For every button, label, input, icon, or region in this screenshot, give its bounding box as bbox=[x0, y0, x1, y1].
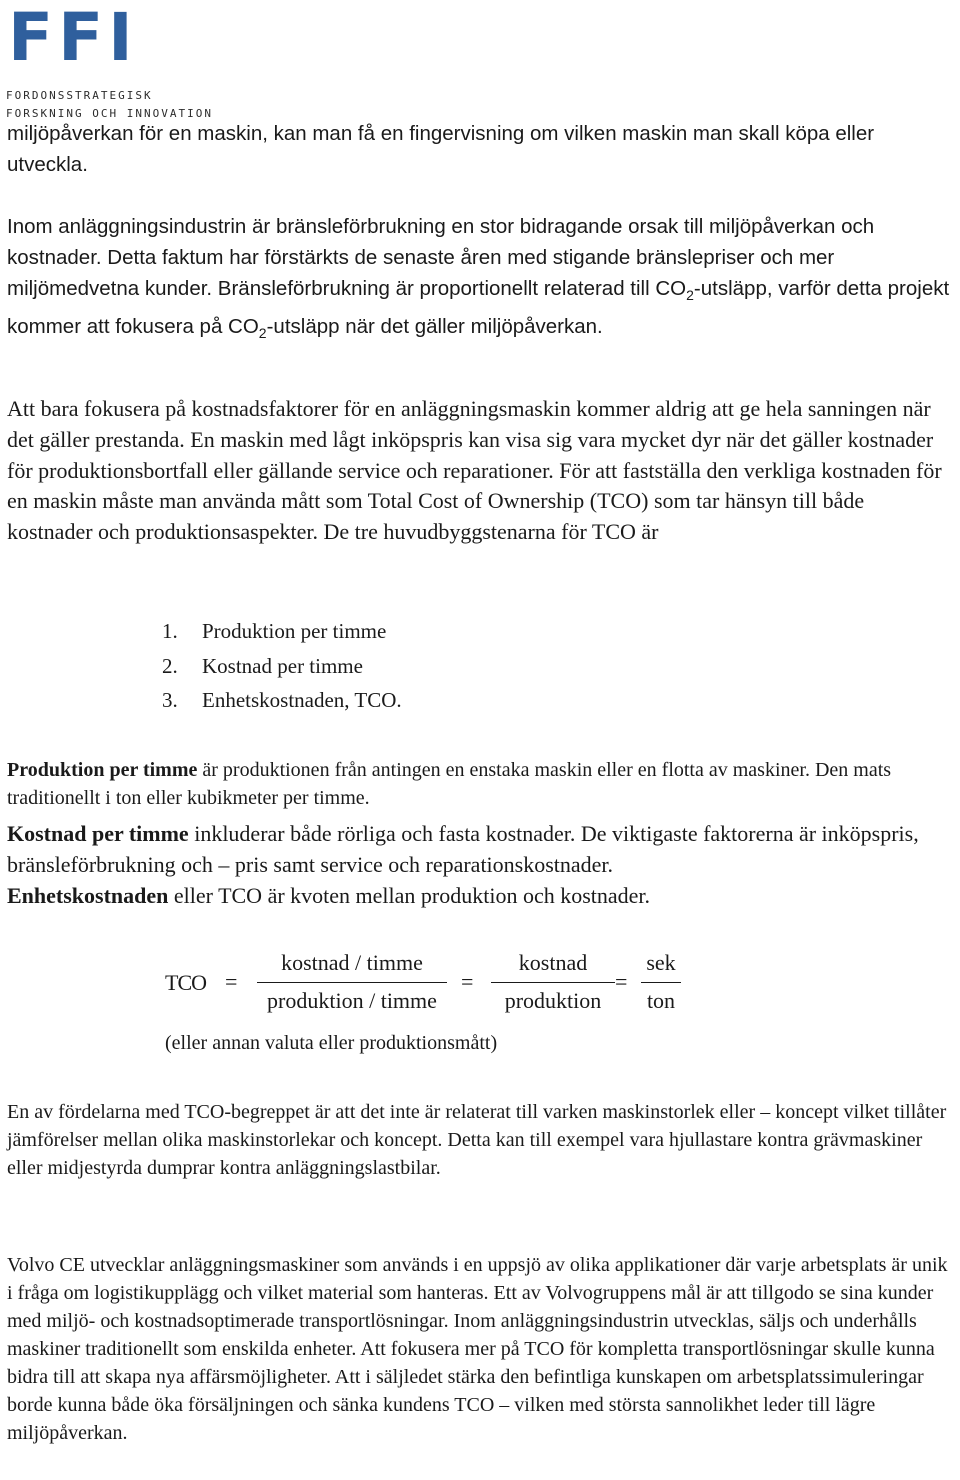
list-number: 1. bbox=[162, 619, 178, 643]
definition-cost-and-unit-cost bbox=[7, 818, 955, 911]
fraction-cost-per-hour bbox=[257, 950, 447, 1014]
formula-equals: = bbox=[225, 969, 238, 994]
formula-lhs: TCO bbox=[165, 970, 206, 995]
ffi-logo bbox=[6, 0, 246, 122]
formula-note: (eller annan valuta eller produktionsmått) bbox=[165, 1032, 498, 1054]
fraction-sek-per-ton bbox=[641, 950, 681, 1014]
logo-mark: FFI bbox=[8, 0, 138, 76]
paragraph-fuel-consumption bbox=[7, 211, 955, 349]
logo-line-2: FORSKNING OCH INNOVATION bbox=[6, 107, 213, 120]
list-item bbox=[162, 683, 402, 718]
fraction-bar bbox=[491, 982, 615, 983]
paragraph-intro-continued: miljöpåverkan för en maskin, kan man få en fingervisning om vilken maskin man skall köpa eller utveckla. bbox=[7, 122, 875, 176]
definition-term: Enhetskostnaden bbox=[7, 883, 169, 908]
definition-text: eller TCO är kvoten mellan produktion och kostnader. bbox=[168, 883, 651, 908]
paragraph-fuel-text-a: Inom anläggningsindustrin är bränsleförbrukning en stor bidragande orsak till miljöpåverkan och kostnader. Detta faktum har förstärkts de senaste åren med stigande bränslepriser och mer miljömedvetna kunder. Bränsleförbrukning är proportionellt relaterad till CO bbox=[7, 215, 875, 300]
definition-term: Kostnad per timme bbox=[7, 821, 189, 846]
list-item bbox=[162, 649, 402, 684]
definition-text: är produktionen från antingen en enstaka maskin eller en flotta av maskiner. Den mats traditionellt i ton eller kubikmeter per timme. bbox=[7, 759, 892, 809]
paragraph-volvo-ce: Volvo CE utvecklar anläggningsmaskiner som används i en uppsjö av olika applikationer där varje arbetsplats är unik i fråga om logistikupplägg och vilket material som hanteras. Ett av Volvogruppens mål är att tillgodo se sina kunder med miljö- och kostnadsoptimerade transportlösningar. Inom anläggningsindustrin utvecklas, säljs och underhålls maskiner traditionellt som enskilda enheter. Att fokusera mer på TCO för kompletta transportlösningar skulle kunna bidra till att skapa nya affärsmöjligheter. Att i säljledet stärka den befintliga kunskapen om arbetsplatssimuleringar borde kunna både öka försäljningen och sänka kundens TCO – vilken med största sannolikhet leder till lägre miljöpåverkan. bbox=[7, 1254, 948, 1444]
logo-line-1: FORDONSSTRATEGISK bbox=[6, 89, 153, 102]
fraction-bar bbox=[641, 982, 681, 983]
fraction-denominator: ton bbox=[646, 988, 676, 1013]
paragraph-tco-intro: Att bara fokusera på kostnadsfaktorer för en anläggningsmaskin kommer aldrig att ge hela sanningen när det gäller prestanda. En maskin med lågt inköpspris kan visa sig vara mycket dyr när det gäller kostnader för produktionsbortfall eller gällande service och reparationer. För att fastställa den verkliga kostnaden för en maskin måste man använda mått som Total Cost of Ownership (TCO) som tar hänsyn till både kostnader och produktionsaspekter. De tre huvudbyggstenarna för TCO är bbox=[7, 396, 942, 545]
formula-equals: = bbox=[461, 969, 474, 994]
co2-subscript-2: 2 bbox=[258, 325, 267, 342]
fraction-denominator: produktion bbox=[504, 988, 602, 1013]
fraction-numerator: sek bbox=[646, 950, 676, 975]
list-text: Enhetskostnaden, TCO. bbox=[202, 688, 402, 712]
formula-equals: = bbox=[615, 969, 628, 994]
definition-term: Produktion per timme bbox=[7, 759, 198, 781]
fraction-numerator: kostnad / timme bbox=[281, 950, 423, 975]
fraction-cost-per-production bbox=[491, 950, 615, 1014]
definition-text: inkluderar både rörliga och fasta kostnader. De viktigaste faktorerna är inköpspris, bränsleförbrukning och – pris samt service och reparationskostnader. bbox=[7, 821, 919, 877]
fraction-numerator: kostnad bbox=[518, 950, 588, 975]
co2-subscript-1: 2 bbox=[686, 287, 694, 304]
paragraph-tco-advantages: En av fördelarna med TCO-begreppet är att det inte är relaterat till varken maskinstorlek eller – koncept vilket tillåter jämförelser mellan olika maskinstorlekar och koncept. Detta kan till exempel vara hjullastare kontra grävmaskiner eller midjestyrda dumprar kontra anläggningslastbilar. bbox=[7, 1101, 947, 1179]
fraction-bar bbox=[257, 982, 447, 983]
paragraph-fuel-text-c: -utsläpp när det gäller miljöpåverkan. bbox=[266, 315, 603, 339]
paragraph-fuel-text-b: -utsläpp, varför detta projekt kommer att fokusera på CO bbox=[7, 277, 950, 339]
list-text: Produktion per timme bbox=[202, 619, 387, 643]
list-item bbox=[162, 614, 402, 649]
fraction-denominator: produktion / timme bbox=[267, 988, 437, 1013]
tco-building-blocks-list bbox=[162, 614, 402, 718]
definition-production-per-hour bbox=[7, 756, 955, 812]
list-text: Kostnad per timme bbox=[202, 653, 363, 678]
list-number: 3. bbox=[162, 688, 178, 712]
list-number: 2. bbox=[162, 653, 178, 678]
